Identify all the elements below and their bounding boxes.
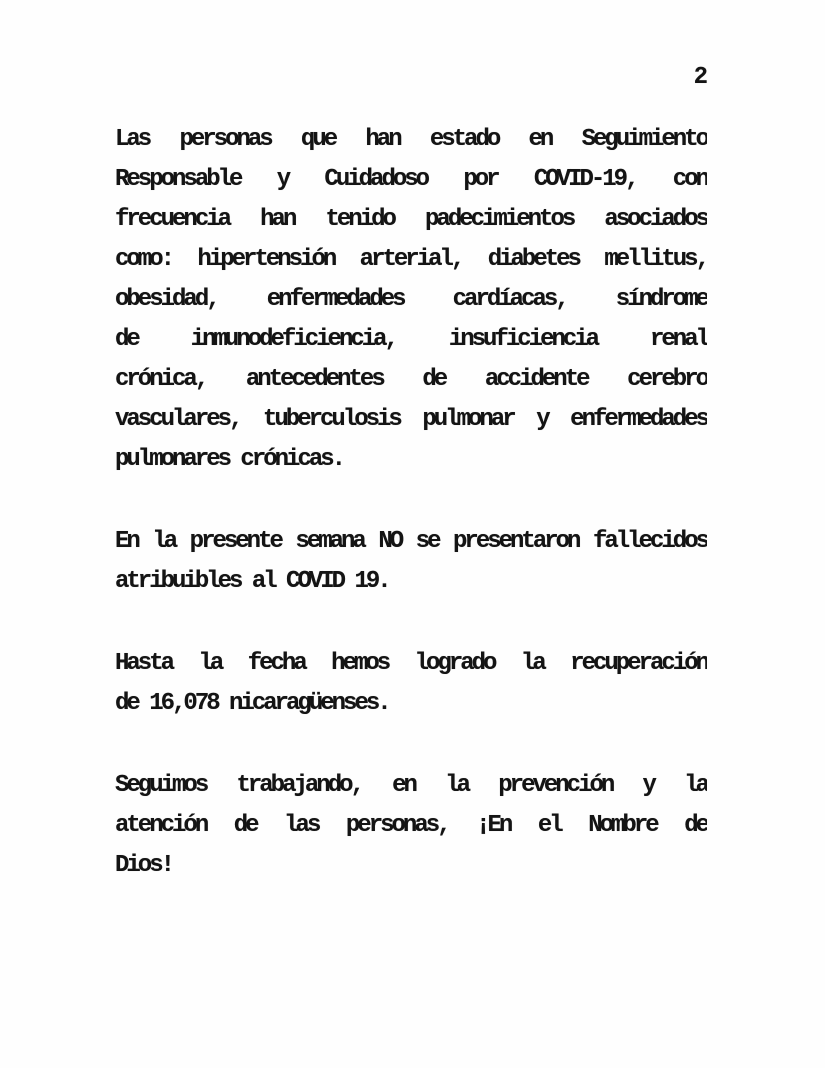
text-line: de inmunodeficiencia, insuficiencia renal (115, 326, 707, 353)
text-line: En la presente semana NO se presentaron fallecidos (115, 528, 707, 555)
text-line: pulmonares crónicas. (115, 446, 344, 473)
paragraph-cierre (115, 766, 707, 886)
document-body (115, 120, 707, 886)
text-line: obesidad, enfermedades cardíacas, síndrome (115, 286, 707, 313)
page-number: 2 (693, 64, 707, 91)
text-line: vasculares, tuberculosis pulmonar y enfermedades (115, 406, 707, 433)
paragraph-fallecidos (115, 522, 707, 602)
text-line: atribuibles al COVID 19. (115, 568, 389, 595)
text-line: Seguimos trabajando, en la prevención y la (115, 772, 707, 799)
text-line: como: hipertensión arterial, diabetes mellitus, (115, 246, 707, 273)
text-line: Dios! (115, 852, 173, 879)
text-line: Hasta la fecha hemos logrado la recuperación (115, 650, 707, 677)
text-line: frecuencia han tenido padecimientos asociados (115, 206, 707, 233)
text-line: atención de las personas, ¡En el Nombre de (115, 812, 707, 839)
text-line: Las personas que han estado en Seguimiento (115, 126, 707, 153)
text-line: crónica, antecedentes de accidente cerebro (115, 366, 707, 393)
paragraph-seguimiento (115, 120, 707, 480)
text-line: de 16,078 nicaragüenses. (115, 690, 389, 717)
text-line: Responsable y Cuidadoso por COVID-19, con (115, 166, 707, 193)
paragraph-recuperacion (115, 644, 707, 724)
